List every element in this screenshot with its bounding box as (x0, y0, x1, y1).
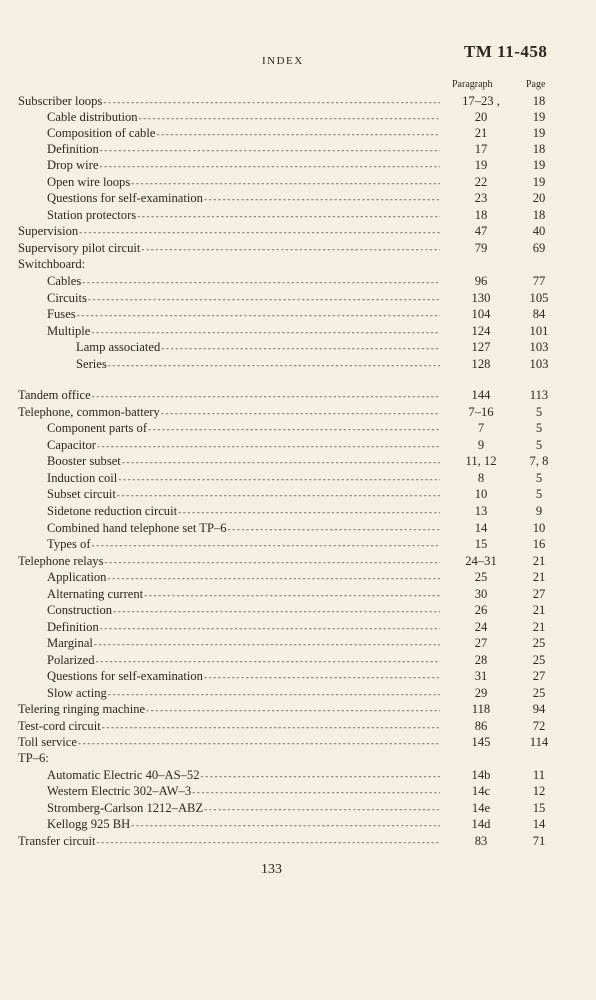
entry-label: Induction coil - - - (47, 470, 440, 487)
index-entry (0, 339, 596, 355)
entry-paragraph: 14e (471, 801, 491, 815)
entry-label: Alternating current - - - (47, 586, 440, 603)
entry-paragraph: 27 (474, 636, 488, 650)
entry-paragraph: 128 (471, 357, 491, 371)
entry-page: 77 (532, 274, 546, 288)
entry-label: Definition - - - (47, 141, 440, 158)
entry-label: Telephone, common-battery - - - (18, 404, 440, 421)
entry-label: Types of - - - (47, 536, 440, 553)
entry-paragraph: 9 (477, 438, 485, 452)
index-entry (0, 619, 596, 635)
entry-page: 5 (535, 405, 543, 419)
index-entry (0, 207, 596, 223)
entry-page: 9 (535, 504, 543, 518)
entry-page: 5 (535, 487, 543, 501)
index-entry (0, 783, 596, 799)
entry-label: Sidetone reduction circuit - - - (47, 503, 440, 520)
index-entry (0, 536, 596, 552)
index-entry (0, 141, 596, 157)
entry-page: 103 (529, 357, 549, 371)
index-entry (0, 569, 596, 585)
entry-page: 113 (529, 388, 549, 402)
index-entry (0, 420, 596, 436)
entry-paragraph: 14b (471, 768, 491, 782)
index-entry (0, 602, 596, 618)
index-entry (0, 520, 596, 536)
index-entry (0, 685, 596, 701)
entry-page: 21 (532, 570, 546, 584)
entry-paragraph: 144 (471, 388, 491, 402)
document-id: TM 11-458 (464, 42, 548, 61)
index-entry (0, 586, 596, 602)
entry-paragraph: 8 (477, 471, 485, 485)
entry-page: 10 (532, 521, 546, 535)
index-entry (0, 668, 596, 684)
entry-page: 18 (532, 208, 546, 222)
index-entry (0, 652, 596, 668)
entry-label: Combined hand telephone set TP–6 - - - (47, 520, 440, 537)
entry-label: Construction - - - (47, 602, 440, 619)
entry-paragraph: 25 (474, 570, 488, 584)
entry-page: 84 (532, 307, 546, 321)
entry-page: 19 (532, 126, 546, 140)
entry-page: 21 (532, 603, 546, 617)
entry-page: 71 (532, 834, 546, 848)
entry-page: 5 (535, 421, 543, 435)
entry-paragraph: 22 (474, 175, 488, 189)
entry-paragraph: 14c (471, 784, 491, 798)
entry-label: Component parts of - - - (47, 420, 440, 437)
index-entry (0, 323, 596, 339)
entry-paragraph: 31 (474, 669, 488, 683)
index-entry (0, 306, 596, 322)
index-entry (0, 109, 596, 125)
index-entry (0, 190, 596, 206)
index-entry (0, 125, 596, 141)
entry-label: Booster subset - - - (47, 453, 440, 470)
entry-page: 7, 8 (529, 454, 549, 468)
entry-label: Marginal - - - (47, 635, 440, 652)
entry-label: Fuses - - - (47, 306, 440, 323)
entry-page: 25 (532, 686, 546, 700)
entry-label: Subset circuit - - - (47, 486, 440, 503)
entry-label: Cables - - - (47, 273, 440, 290)
entry-label: Capacitor - - - (47, 437, 440, 454)
index-entry (0, 453, 596, 469)
entry-paragraph: 11, 12 (465, 454, 497, 468)
entry-paragraph: 17 (474, 142, 488, 156)
entry-label: Definition - - - (47, 619, 440, 636)
entry-paragraph: 83 (474, 834, 488, 848)
entry-label: Questions for self-examination - - - (47, 190, 440, 207)
entry-page: 105 (529, 291, 549, 305)
index-entry (0, 718, 596, 734)
entry-label: Composition of cable - - - (47, 125, 440, 142)
index-entry (0, 93, 596, 109)
index-entry (0, 174, 596, 190)
entry-page: 40 (532, 224, 546, 238)
entry-page: 72 (532, 719, 546, 733)
entry-paragraph: 19 (474, 158, 488, 172)
entry-paragraph: 30 (474, 587, 488, 601)
entry-paragraph: 10 (474, 487, 488, 501)
index-entry (0, 750, 596, 766)
entry-paragraph: 104 (471, 307, 491, 321)
entry-paragraph: 14d (471, 817, 491, 831)
entry-paragraph: 18 (474, 208, 488, 222)
index-entry (0, 256, 596, 272)
index-entry (0, 553, 596, 569)
entry-label: Test-cord circuit - - - (18, 718, 440, 735)
entry-paragraph: 79 (474, 241, 488, 255)
entry-label: Tandem office - - - (18, 387, 440, 404)
entry-paragraph: 145 (471, 735, 491, 749)
index-entry (0, 486, 596, 502)
entry-paragraph: 29 (474, 686, 488, 700)
entry-label: Stromberg-Carlson 1212–ABZ - - - (47, 800, 440, 817)
page-number: 133 (261, 862, 282, 877)
entry-label: Western Electric 302–AW–3 - - - (47, 783, 440, 800)
entry-paragraph: 86 (474, 719, 488, 733)
entry-paragraph: 127 (471, 340, 491, 354)
entry-label: Station protectors - - - (47, 207, 440, 224)
column-header-paragraph: Paragraph (452, 79, 493, 90)
column-header-page: Page (526, 79, 546, 90)
index-entry (0, 503, 596, 519)
entry-page: 12 (532, 784, 546, 798)
index-entry (0, 635, 596, 651)
entry-paragraph: 13 (474, 504, 488, 518)
entry-page: 15 (532, 801, 546, 815)
entry-page: 114 (529, 735, 549, 749)
entry-paragraph: 26 (474, 603, 488, 617)
entry-label: Supervisory pilot circuit - - - (18, 240, 440, 257)
entry-paragraph: 17–23 , (462, 94, 500, 108)
entry-paragraph: 20 (474, 110, 488, 124)
index-entry (0, 223, 596, 239)
entry-label: Questions for self-examination - - - (47, 668, 440, 685)
entry-paragraph: 118 (471, 702, 491, 716)
index-entry (0, 833, 596, 849)
entry-page: 18 (532, 142, 546, 156)
index-entry (0, 734, 596, 750)
entry-page: 18 (532, 94, 546, 108)
index-heading: INDEX (262, 55, 304, 67)
entry-page: 94 (532, 702, 546, 716)
entry-paragraph: 21 (474, 126, 488, 140)
entry-label: Circuits - - - (47, 290, 440, 307)
entry-label: Toll service - - - (18, 734, 440, 751)
index-entry (0, 800, 596, 816)
entry-label: Automatic Electric 40–AS–52 - - - (47, 767, 440, 784)
entry-label: Supervision - - - (18, 223, 440, 240)
index-entry (0, 240, 596, 256)
index-entry (0, 404, 596, 420)
entry-page: 16 (532, 537, 546, 551)
entry-label: Series - - - (76, 356, 440, 373)
entry-paragraph: 124 (471, 324, 491, 338)
entry-paragraph: 24–31 (465, 554, 497, 568)
entry-page: 103 (529, 340, 549, 354)
index-entry (0, 816, 596, 832)
index-entry (0, 356, 596, 372)
index-entry (0, 701, 596, 717)
entry-label: Telephone relays - - - (18, 553, 440, 570)
entry-label: Kellogg 925 BH - - - (47, 816, 440, 833)
entry-page: 5 (535, 471, 543, 485)
entry-label: Drop wire - - - (47, 157, 440, 174)
entry-page: 27 (532, 669, 546, 683)
entry-paragraph: 96 (474, 274, 488, 288)
entry-label: Switchboard: (18, 257, 86, 271)
index-entry (0, 767, 596, 783)
entry-paragraph: 47 (474, 224, 488, 238)
index-entry (0, 437, 596, 453)
entry-paragraph: 24 (474, 620, 488, 634)
entry-paragraph: 14 (474, 521, 488, 535)
entry-page: 21 (532, 554, 546, 568)
entry-label: Open wire loops - - - (47, 174, 440, 191)
index-entry (0, 387, 596, 403)
entry-paragraph: 15 (474, 537, 488, 551)
index-entry (0, 273, 596, 289)
entry-paragraph: 23 (474, 191, 488, 205)
entry-page: 101 (529, 324, 549, 338)
entry-paragraph: 7 (477, 421, 485, 435)
entry-label: Telering ringing machine - - - (18, 701, 440, 718)
entry-page: 20 (532, 191, 546, 205)
entry-page: 11 (532, 768, 546, 782)
entry-label: Multiple - - - (47, 323, 440, 340)
entry-page: 27 (532, 587, 546, 601)
entry-paragraph: 7–16 (468, 405, 494, 419)
entry-page: 21 (532, 620, 546, 634)
entry-page: 14 (532, 817, 546, 831)
entry-label: Polarized - - - (47, 652, 440, 669)
entry-page: 25 (532, 636, 546, 650)
entry-page: 5 (535, 438, 543, 452)
entry-label: Subscriber loops - - - (18, 93, 440, 110)
entry-page: 19 (532, 110, 546, 124)
entry-page: 19 (532, 158, 546, 172)
entry-page: 25 (532, 653, 546, 667)
index-entry (0, 470, 596, 486)
entry-label: Application - - - (47, 569, 440, 586)
entry-label: Cable distribution - - - (47, 109, 440, 126)
index-entry (0, 157, 596, 173)
entry-page: 19 (532, 175, 546, 189)
entry-paragraph: 28 (474, 653, 488, 667)
entry-label: Lamp associated - - - (76, 339, 440, 356)
entry-label: Transfer circuit - - - (18, 833, 440, 850)
entry-label: Slow acting - - - (47, 685, 440, 702)
entry-label: TP–6: (18, 751, 49, 765)
entry-paragraph: 130 (471, 291, 491, 305)
index-entry (0, 290, 596, 306)
entry-page: 69 (532, 241, 546, 255)
